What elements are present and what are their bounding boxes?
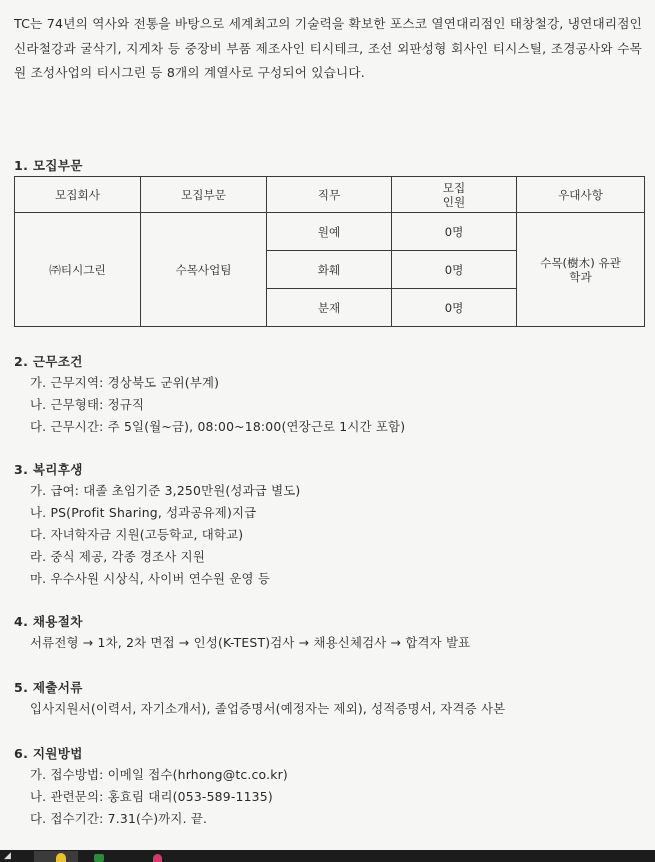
header-division: 모집부문	[141, 177, 267, 213]
condition-line: 나. 근무형태: 정규직	[30, 397, 145, 412]
cell-job: 분재	[267, 289, 392, 327]
documents-line: 입사지원서(이력서, 자기소개서), 졸업증명서(예정자는 제외), 성적증명서, 자격증 사본	[30, 701, 506, 716]
benefit-line: 나. PS(Profit Sharing, 성과공유제)지급	[30, 505, 257, 520]
section-title-documents: 5. 제출서류	[14, 680, 83, 695]
section-title-recruitment: 1. 모집부문	[14, 158, 83, 173]
cell-division: 수목사업팀	[141, 213, 267, 327]
start-button[interactable]: ◢	[4, 851, 11, 861]
preference-line2: 학과	[569, 269, 592, 284]
cell-job: 원예	[267, 213, 392, 251]
section-title-conditions: 2. 근무조건	[14, 354, 83, 369]
cell-count: 0명	[392, 251, 517, 289]
condition-line: 가. 근무지역: 경상북도 군위(부계)	[30, 375, 220, 390]
benefit-line: 라. 중식 제공, 각종 경조사 지원	[30, 549, 206, 564]
cell-preference	[517, 213, 645, 327]
taskbar	[0, 850, 655, 862]
browser-icon	[153, 854, 162, 862]
condition-line: 다. 근무시간: 주 5일(월~금), 08:00~18:00(연장근로 1시간 포함)	[30, 419, 406, 434]
section-title-benefits: 3. 복리후생	[14, 462, 83, 477]
benefit-line: 가. 급여: 대졸 초임기준 3,250만원(성과급 별도)	[30, 483, 301, 498]
table-row	[15, 213, 645, 251]
spreadsheet-icon	[94, 854, 104, 862]
recruitment-table	[14, 176, 645, 327]
application-line: 나. 관련문의: 홍효림 대리(053-589-1135)	[30, 789, 273, 804]
header-job: 직무	[267, 177, 392, 213]
taskbar-app-folder[interactable]	[34, 851, 78, 862]
header-company: 모집회사	[15, 177, 141, 213]
application-line: 가. 접수방법: 이메일 접수(hrhong@tc.co.kr)	[30, 767, 288, 782]
preference-line1: 수목(樹木) 유관	[540, 255, 621, 270]
header-count-line2: 인원	[442, 194, 466, 209]
process-line: 서류전형 → 1차, 2차 면접 → 인성(K-TEST)검사 → 채용신체검사 → 합격자 발표	[30, 635, 471, 650]
section-title-application: 6. 지원방법	[14, 746, 83, 761]
cell-count: 0명	[392, 213, 517, 251]
intro-paragraph: TC는 74년의 역사와 전통을 바탕으로 세계최고의 기술력을 확보한 포스코 열연대리점인 태창철강, 냉연대리점인 신라철강과 굴삭기, 지게차 등 중장비 부품 제조사인 티시테크, 조선 외판성형 회사인 티시스틸, 조경공사와 수목원 조성사업의 티시그린 등 8개의 계열사로 구성되어 있습니다.	[14, 16, 642, 80]
section-title-process: 4. 채용절차	[14, 614, 83, 629]
cell-company: ㈜티시그린	[15, 213, 141, 327]
cell-job: 화훼	[267, 251, 392, 289]
header-count-line1: 모집	[442, 180, 466, 195]
taskbar-app-spreadsheet[interactable]	[92, 851, 108, 862]
taskbar-app-browser[interactable]	[150, 851, 166, 862]
header-preference: 우대사항	[517, 177, 645, 213]
folder-icon	[56, 853, 66, 862]
application-line: 다. 접수기간: 7.31(수)까지. 끝.	[30, 811, 208, 826]
benefit-line: 마. 우수사원 시상식, 사이버 연수원 운영 등	[30, 571, 270, 586]
table-header-row	[15, 177, 645, 213]
benefit-line: 다. 자녀학자금 지원(고등학교, 대학교)	[30, 527, 244, 542]
header-count	[392, 177, 517, 213]
cell-count: 0명	[392, 289, 517, 327]
